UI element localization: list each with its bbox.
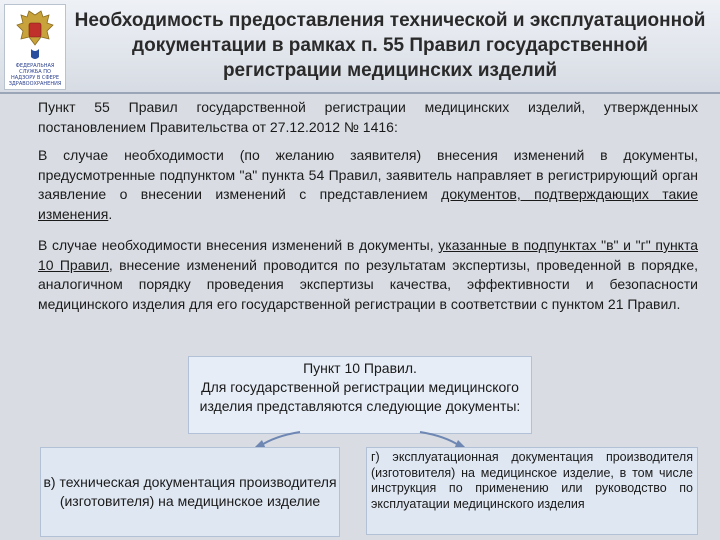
paragraph-intro: Пункт 55 Правил государственной регистрации медицинских изделий, утвержденных постановлением Правительства от 27.12.2012 № 1416: — [38, 99, 698, 135]
subpoints-link[interactable]: указанные в подпунктах "в" и "г" пункта 10 Правил, — [38, 237, 698, 273]
subpoint-g-text: г) эксплуатационная документация производителя (изготовителя) на медицинское изделие, в том числе инструкция по применению или руководство по эксплуатации медицинского изделия — [371, 450, 693, 511]
point-10-description: Для государственной регистрации медицинского изделия представляются следующие документы: — [199, 379, 521, 414]
emblem-caption: ФЕДЕРАЛЬНАЯ СЛУЖБА ПО НАДЗОРУ В СФЕРЕ ЗДРАВООХРАНЕНИЯ — [8, 63, 62, 87]
paragraph-text-end: . — [108, 205, 113, 222]
paragraph-text-end: внесение изменений проводится по результатам экспертизы, проведенной в порядке, аналогичном порядку проведения экспертизы качества, эффективности и безопасности медицинского изделия для его государственной регистрации в соответствии с пунктом 21 Правил. — [38, 256, 698, 312]
subpoint-v-box — [40, 447, 340, 537]
documents-link[interactable]: документов, подтверждающих такие изменения — [38, 186, 699, 222]
paragraph-text: В случае необходимости внесения изменений в документы, — [38, 237, 439, 253]
paragraph-text: В случае необходимости (по желанию заявителя) внесения изменений в документы, предусмотренные подпунктом "а" пункта 54 Правил, заявитель направляет в регистрирующий орган заявление о внесении изменений с представлением — [38, 147, 698, 202]
subpoint-v-text: в) техническая документация производителя (изготовителя) на медицинское изделие — [43, 474, 337, 509]
point-10-heading: Пункт 10 Правил. — [303, 360, 417, 376]
arrow-to-left-box — [260, 432, 300, 446]
page-title: Необходимость предоставления технической и эксплуатационной документации в рамках п. 55 Правил государственной регистрации медицинских изделий — [74, 10, 706, 81]
subpoint-g-box — [366, 447, 698, 535]
arrow-to-right-box — [420, 432, 460, 446]
